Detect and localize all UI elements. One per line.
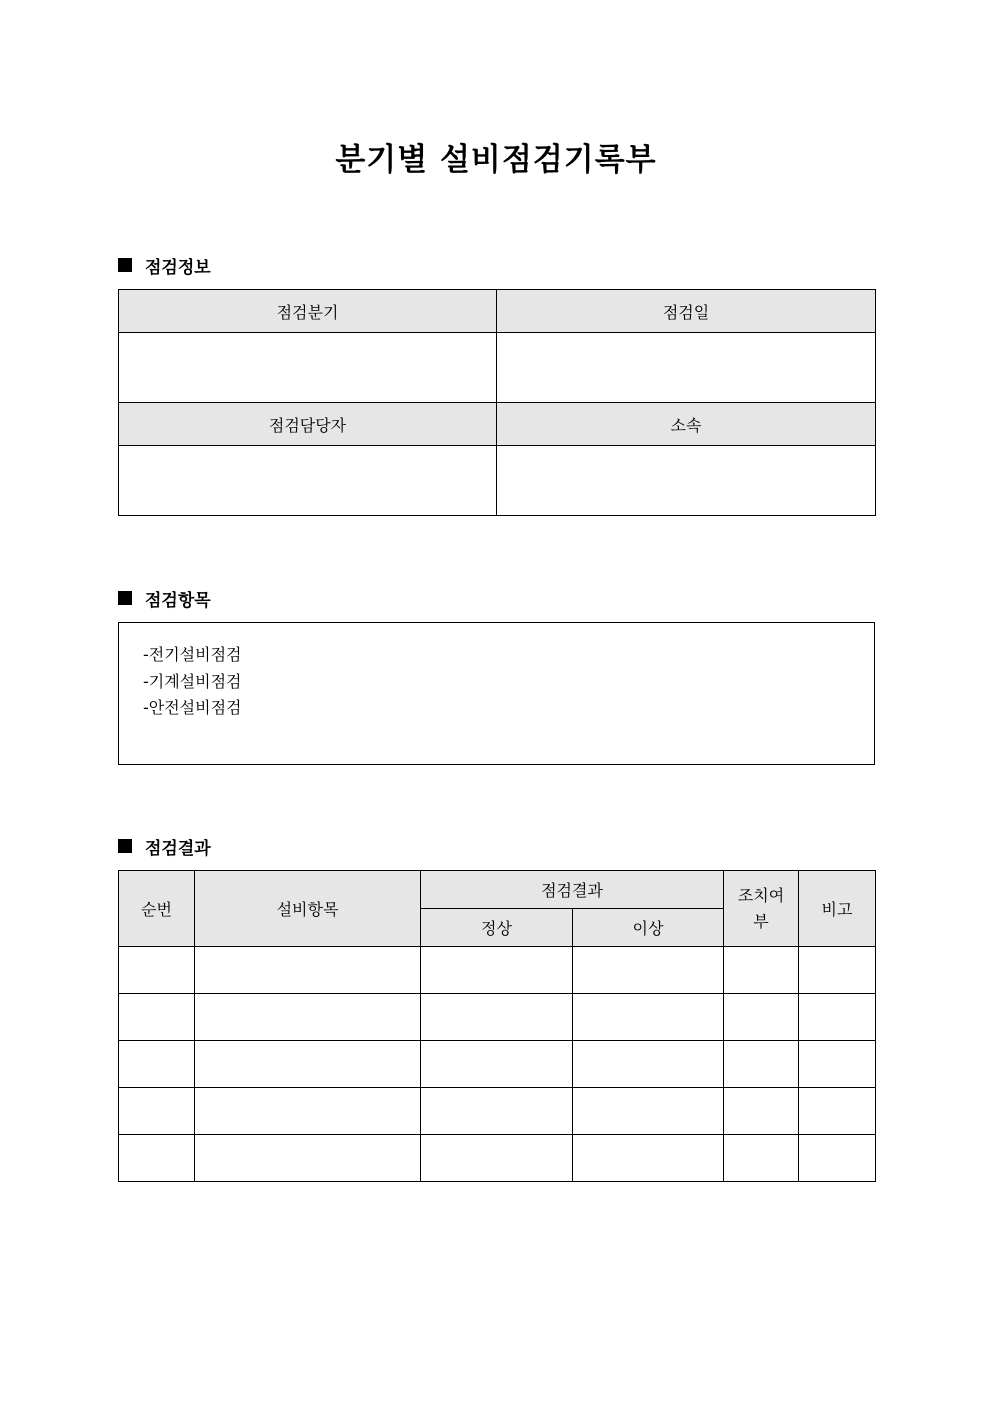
table-row xyxy=(119,1041,876,1088)
cell-remarks[interactable] xyxy=(799,994,876,1041)
cell-normal[interactable] xyxy=(421,1135,573,1182)
section-heading-info xyxy=(118,253,211,277)
list-item: -안전설비점검 xyxy=(143,698,242,717)
cell-remarks[interactable] xyxy=(799,947,876,994)
inspection-items-list xyxy=(119,623,874,722)
section-heading-label: 점검결과 xyxy=(145,838,211,859)
cell-no[interactable] xyxy=(119,994,195,1041)
affiliation-field[interactable] xyxy=(497,446,876,516)
cell-abnormal[interactable] xyxy=(573,1135,724,1182)
cell-normal[interactable] xyxy=(421,994,573,1041)
table-row xyxy=(119,994,876,1041)
cell-equipment[interactable] xyxy=(195,1088,421,1135)
cell-normal[interactable] xyxy=(421,1088,573,1135)
section-heading-items xyxy=(118,586,211,610)
cell-normal[interactable] xyxy=(421,1041,573,1088)
column-header-result: 점검결과 xyxy=(421,871,724,909)
column-header-remarks: 비고 xyxy=(799,871,876,947)
inspection-info-table xyxy=(118,289,876,516)
cell-action[interactable] xyxy=(724,994,799,1041)
cell-action[interactable] xyxy=(724,947,799,994)
table-row xyxy=(119,1135,876,1182)
list-item: -전기설비점검 xyxy=(143,645,242,664)
inspection-results-table xyxy=(118,870,876,1182)
inspector-label: 점검담당자 xyxy=(119,403,497,446)
column-header-equipment: 설비항목 xyxy=(195,871,421,947)
square-bullet-icon xyxy=(118,258,132,272)
column-header-no: 순번 xyxy=(119,871,195,947)
cell-equipment[interactable] xyxy=(195,1041,421,1088)
date-field[interactable] xyxy=(497,333,876,403)
cell-action[interactable] xyxy=(724,1135,799,1182)
table-row xyxy=(119,947,876,994)
column-header-action xyxy=(724,871,799,947)
cell-normal[interactable] xyxy=(421,947,573,994)
cell-no[interactable] xyxy=(119,947,195,994)
square-bullet-icon xyxy=(118,839,132,853)
cell-abnormal[interactable] xyxy=(573,994,724,1041)
cell-abnormal[interactable] xyxy=(573,947,724,994)
date-label: 점검일 xyxy=(497,290,876,333)
column-header-normal: 정상 xyxy=(421,909,573,947)
cell-abnormal[interactable] xyxy=(573,1041,724,1088)
cell-equipment[interactable] xyxy=(195,1135,421,1182)
cell-abnormal[interactable] xyxy=(573,1088,724,1135)
list-item: -기계설비점검 xyxy=(143,671,242,691)
inspector-field[interactable] xyxy=(119,446,497,516)
cell-action[interactable] xyxy=(724,1088,799,1135)
section-heading-results xyxy=(118,834,211,858)
inspection-items-box xyxy=(118,622,875,765)
document-title: 분기별 설비점검기록부 xyxy=(335,142,657,178)
cell-remarks[interactable] xyxy=(799,1135,876,1182)
cell-no[interactable] xyxy=(119,1041,195,1088)
cell-no[interactable] xyxy=(119,1088,195,1135)
table-row xyxy=(119,1088,876,1135)
column-header-action-line2: 부 xyxy=(753,911,769,931)
column-header-action-line1: 조치여 xyxy=(737,885,785,905)
section-heading-label: 점검항목 xyxy=(145,590,211,611)
cell-remarks[interactable] xyxy=(799,1041,876,1088)
cell-remarks[interactable] xyxy=(799,1088,876,1135)
quarter-label: 점검분기 xyxy=(119,290,497,333)
cell-no[interactable] xyxy=(119,1135,195,1182)
section-heading-label: 점검정보 xyxy=(145,257,211,278)
cell-action[interactable] xyxy=(724,1041,799,1088)
quarter-field[interactable] xyxy=(119,333,497,403)
affiliation-label: 소속 xyxy=(497,403,876,446)
column-header-abnormal: 이상 xyxy=(573,909,724,947)
square-bullet-icon xyxy=(118,591,132,605)
cell-equipment[interactable] xyxy=(195,994,421,1041)
cell-equipment[interactable] xyxy=(195,947,421,994)
